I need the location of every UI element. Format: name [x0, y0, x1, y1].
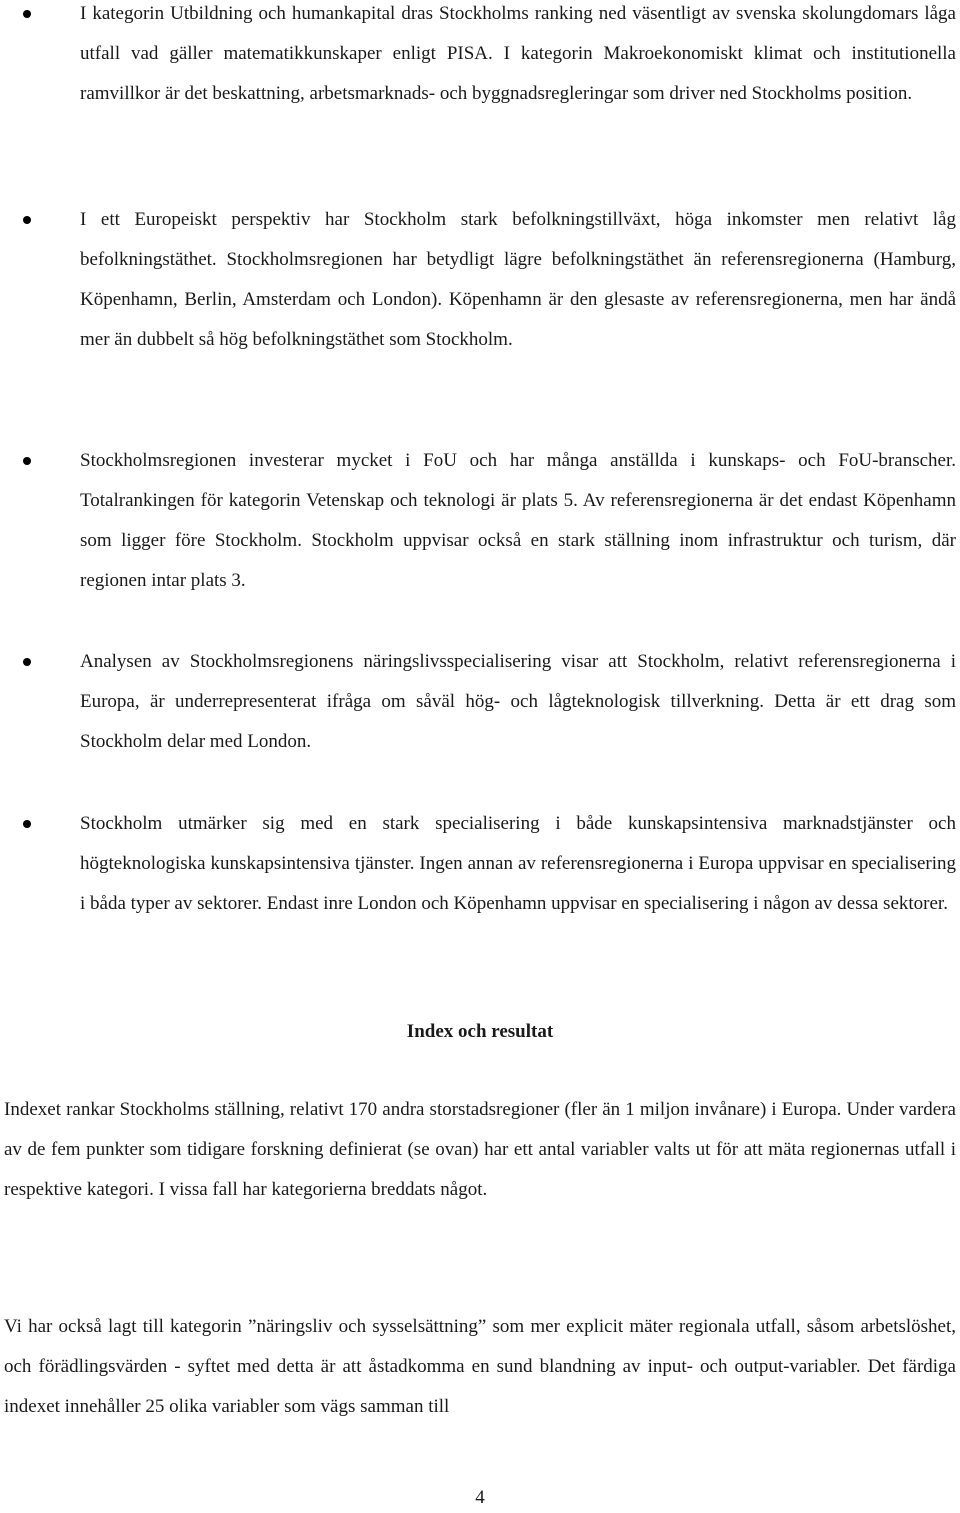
body-paragraph-1: Indexet rankar Stockholms ställning, relativt 170 andra storstadsregioner (fler än 1 miljon invånare) i Europa. Under vardera av de fem punkter som tidigare forskning definierat (se ovan) har ett antal variabler valts ut för att mäta regionernas utfall i respektive kategori. I vissa fall har kategorierna breddats något. — [4, 1099, 956, 1200]
bullet-item-europeiskt-perspektiv — [0, 200, 960, 360]
bullet-dot-icon — [23, 216, 31, 224]
bullet-text: I kategorin Utbildning och humankapital dras Stockholms ranking ned väsentligt av svenska skolungdomars låga utfall vad gäller matematikkunskaper enligt PISA. I kategorin Makroekonomiskt klimat och institutionella ramvillkor är det beskattning, arbetsmarknads- och byggnadsregleringar som driver ned Stockholms position. — [80, 3, 956, 104]
bullet-list-2 — [0, 200, 960, 360]
bullet-text: Stockholmsregionen investerar mycket i FoU och har många anställda i kunskaps- och FoU-branscher. Totalrankingen för kategorin Vetenskap och teknologi är plats 5. Av referensregionerna är det endast Köpenhamn som ligger före Stockholm. Stockholm uppvisar också en stark ställning inom infrastruktur och turism, där regionen intar plats 3. — [80, 450, 956, 591]
page-number: 4 — [475, 1487, 485, 1508]
bullet-dot-icon — [23, 457, 31, 465]
bullet-dot-icon — [23, 820, 31, 828]
body-paragraph-2: Vi har också lagt till kategorin ”näringsliv och sysselsättning” som mer explicit mäter regionala utfall, såsom arbetslöshet, och förädlingsvärden - syftet med detta är att åstadkomma en sund blandning av input- och output-variabler. Det färdiga indexet innehåller 25 olika variabler som vägs samman till — [4, 1316, 956, 1417]
bullet-text: Stockholm utmärker sig med en stark specialisering i både kunskapsintensiva marknadstjänster och högteknologiska kunskapsintensiva tjänster. Ingen annan av referensregionerna i Europa uppvisar en specialisering i båda typer av sektorer. Endast inre London och Köpenhamn uppvisar en specialisering i någon av dessa sektorer. — [80, 813, 956, 914]
bullet-item-naringslivsspecialisering — [0, 642, 960, 762]
bullet-list-4 — [0, 642, 960, 762]
bullet-item-utbildning — [0, 0, 960, 114]
section-heading: Index och resultat — [406, 1021, 554, 1042]
bullet-list-3 — [0, 441, 960, 601]
bullet-list-1 — [0, 0, 960, 114]
bullet-list-5 — [0, 804, 960, 924]
bullet-dot-icon — [23, 10, 31, 18]
bullet-dot-icon — [23, 658, 31, 666]
bullet-item-fou — [0, 441, 960, 601]
bullet-text: Analysen av Stockholmsregionens näringslivsspecialisering visar att Stockholm, relativt referensregionerna i Europa, är underrepresenterat ifråga om såväl hög- och lågteknologisk tillverkning. Detta är ett drag som Stockholm delar med London. — [80, 651, 956, 752]
bullet-item-specialisering — [0, 804, 960, 924]
bullet-text: I ett Europeiskt perspektiv har Stockholm stark befolkningstillväxt, höga inkomster men relativt låg befolkningstäthet. Stockholmsregionen har betydligt lägre befolkningstäthet än referensregionerna (Hamburg, Köpenhamn, Berlin, Amsterdam och London). Köpenhamn är den glesaste av referensregionerna, men har ändå mer än dubbelt så hög befolkningstäthet som Stockholm. — [80, 209, 956, 350]
